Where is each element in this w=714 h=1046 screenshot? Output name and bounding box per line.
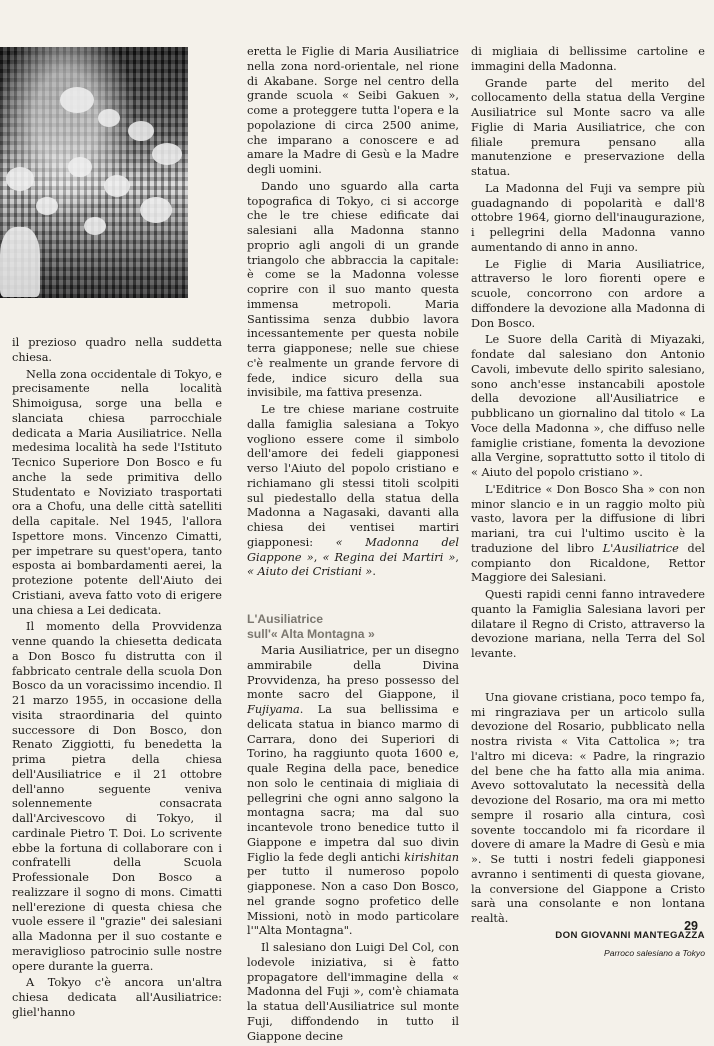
author-signature: DON GIOVANNI MANTEGAZZA [555,929,705,941]
paragraph: Il momento della Provvidenza venne quando la chiesetta dedicata a Don Bosco fu distrutta con il fabbricato centrale della scuola Don Bosco da un voracissimo incendio. Il 21 marzo 1955, in occasione della visita straordinaria del quinto successore di Don Bosco, don Renato Ziggiotti, fu benedetta la prima pietra della chiesa dell'Ausiliatrice e il 21 ottobre dell'anno seguente veniva solennemente consacrata dall'Arcivescovo di Tokyo, il cardinale Pietro T. Doi. Lo scrivente ebbe la fortuna di collaborare con i confratelli della Scuola Professionale Don Bosco a realizzare il sogno di mons. Cimatti nell'erezione di questa chiesa che vuole essere il "grazie" dei salesiani alla Madonna per il suo costante e meraviglioso patrocinio sulle nostre opere durante la guerra. [12,620,222,973]
paragraph: Una giovane cristiana, poco tempo fa, mi ringraziava per un articolo sulla devozione del Rosario, pubblicato nella nostra rivista « Vita Cattolica »; tra l'altro mi diceva: « Padre, la ringrazio del bene che ha fatto alla mia anima. Avevo sottovalutato la necessità della devozione del Rosario, ma ora mi metto sempre il rosario alla cintura, così sovente toccandolo mi fa ricordare il dovere di amare la Madre di Gesù e mia ». Se tutti i nostri fedeli giapponesi avranno i sentimenti di questa giovane, la conversione del Giappone a Cristo sarà una consolante e non lontana realtà. [471,690,705,925]
text-column-2 [247,45,459,1046]
paragraph: Grande parte del merito del collocamento della statua della Vergine Ausiliatrice sul Monte sacro va alle Figlie di Maria Ausiliatrice, che con filiale premura pensano alla manutenzione e preservazione della statua. [471,76,705,178]
author-role: Parroco salesiano a Tokyo [604,947,705,958]
paragraph: Maria Ausiliatrice, per un disegno ammirabile della Divina Provvidenza, ha preso possesso del monte sacro del Giappone, il Fujiyama. La sua bellissima e delicata statua in bianco marmo di Carrara, dono dei Superiori di Torino, ha raggiunto quota 1600 e, quale Regina della pace, benedice non solo le centinaia di migliaia di pellegrini che ogni anno salgono la montagna sacra; ma dal suo incantevole trono benedice tutto il Giappone e impetra dal suo divin Figlio la fede degli antichi kirishitan per tutto il numeroso popolo giapponese. Non a caso Don Bosco, nel grande sogno profetico delle Missioni, notò in modo particolare l'"Alta Montagna". [247,644,459,938]
paragraph: Nella zona occidentale di Tokyo, e precisamente nella località Shimoigusa, sorge una bella e slanciata chiesa parrocchiale dedicata a Maria Ausiliatrice. Nella medesima località ha sede l'Istituto Tecnico Superiore Don Bosco e fu anche la sede primitiva dello Studentato e Noviziato trasportati ora a Chofu, una delle città satelliti della capitale. Nel 1945, l'allora Ispettore mons. Vincenzo Cimatti, per impetrare su quest'opera, tanto esposta ai bombardamenti aerei, la protezione potente dell'Aiuto dei Cristiani, aveva fatto voto di erigere una chiesa a Lei dedicata. [12,367,222,617]
page-number: 29 [684,919,698,933]
section-heading: L'Ausiliatrice sull'« Alta Montagna » [247,612,375,641]
paragraph: Il salesiano don Luigi Del Col, con lodevole iniziativa, si è fatto propagatore dell'immagine della « Madonna del Fuji », com'è chiamata la statua dell'Ausiliatrice sul monte Fuji, diffondendo in tutto il Giappone decine [247,941,459,1043]
paragraph: Dando uno sguardo alla carta topografica di Tokyo, ci si accorge che le tre chiese edificate dai salesiani alla Madonna stanno proprio agli angoli di un grande triangolo che abbraccia la capitale: è come se la Madonna volesse coprire con il suo manto questa immensa metropoli. Maria Santissima senza dubbio lavora incessantemente per questa nobile terra giapponese; nelle sue chiese c'è realmente un grande fervore di fede, indice sicuro della sua invisibile, ma fattiva presenza. [247,179,459,400]
paragraph: A Tokyo c'è ancora un'altra chiesa dedicata all'Ausiliatrice: gliel'hanno [12,976,222,1019]
paragraph: il prezioso quadro nella suddetta chiesa. [12,336,222,364]
paragraph: di migliaia di bellissime cartoline e immagini della Madonna. [471,45,705,73]
paragraph: Le Figlie di Maria Ausiliatrice, attraverso le loro fiorenti opere e scuole, concorrono con ardore a diffondere la devozione alla Madonna di Don Bosco. [471,257,705,330]
crowd-photo [0,47,188,298]
paragraph: Le Suore della Carità di Miyazaki, fondate dal salesiano don Antonio Cavoli, imbevute dello spirito salesiano, sono anch'esse instancabili apostole della devozione all'Ausiliatrice e pubblicano un giornalino dal titolo « La Voce della Madonna », che diffuso nelle famiglie cristiane, fomenta la devozione alla Vergine, soprattutto sotto il titolo di « Aiuto del popolo cristiano ». [471,333,705,479]
text-column-1 [12,336,222,1023]
paragraph: eretta le Figlie di Maria Ausiliatrice nella zona nord-orientale, nel rione di Akabane. Sorge nel centro della grande scuola « Seibi Gakuen », come a proteggere tutta l'opera e la popolazione di circa 2500 anime, che imparano a conoscere e ad amare la Madre di Gesù e la Madre degli uomini. [247,45,459,176]
text-column-3 [471,45,705,962]
paragraph: La Madonna del Fuji va sempre più guadagnando di popolarità e dall'8 ottobre 1964, giorno dell'inaugurazione, i pellegrini della Madonna vanno aumentando di anno in anno. [471,181,705,254]
paragraph: L'Editrice « Don Bosco Sha » con non minor slancio e in un raggio molto più vasto, lavora per la diffusione di libri mariani, tra cui l'ultimo uscito è la traduzione del libro L'Ausiliatrice del compianto don Ricaldone, Rettor Maggiore dei Salesiani. [471,482,705,585]
paragraph: Questi rapidi cenni fanno intravedere quanto la Famiglia Salesiana lavori per dilatare il Regno di Cristo, attraverso la devozione mariana, nella Terra del Sol levante. [471,588,705,660]
paragraph: Le tre chiese mariane costruite dalla famiglia salesiana a Tokyo vogliono essere come il simbolo dell'amore dei fedeli giapponesi verso l'Aiuto del popolo cristiano e richiamano gli stessi titoli scolpiti sul piedestallo della statua della Madonna a Nagasaki, davanti alla chiesa dei ventisei martiri giapponesi: « Madonna del Giappone », « Regina dei Martiri », « Aiuto dei Cristiani ». [247,403,459,579]
